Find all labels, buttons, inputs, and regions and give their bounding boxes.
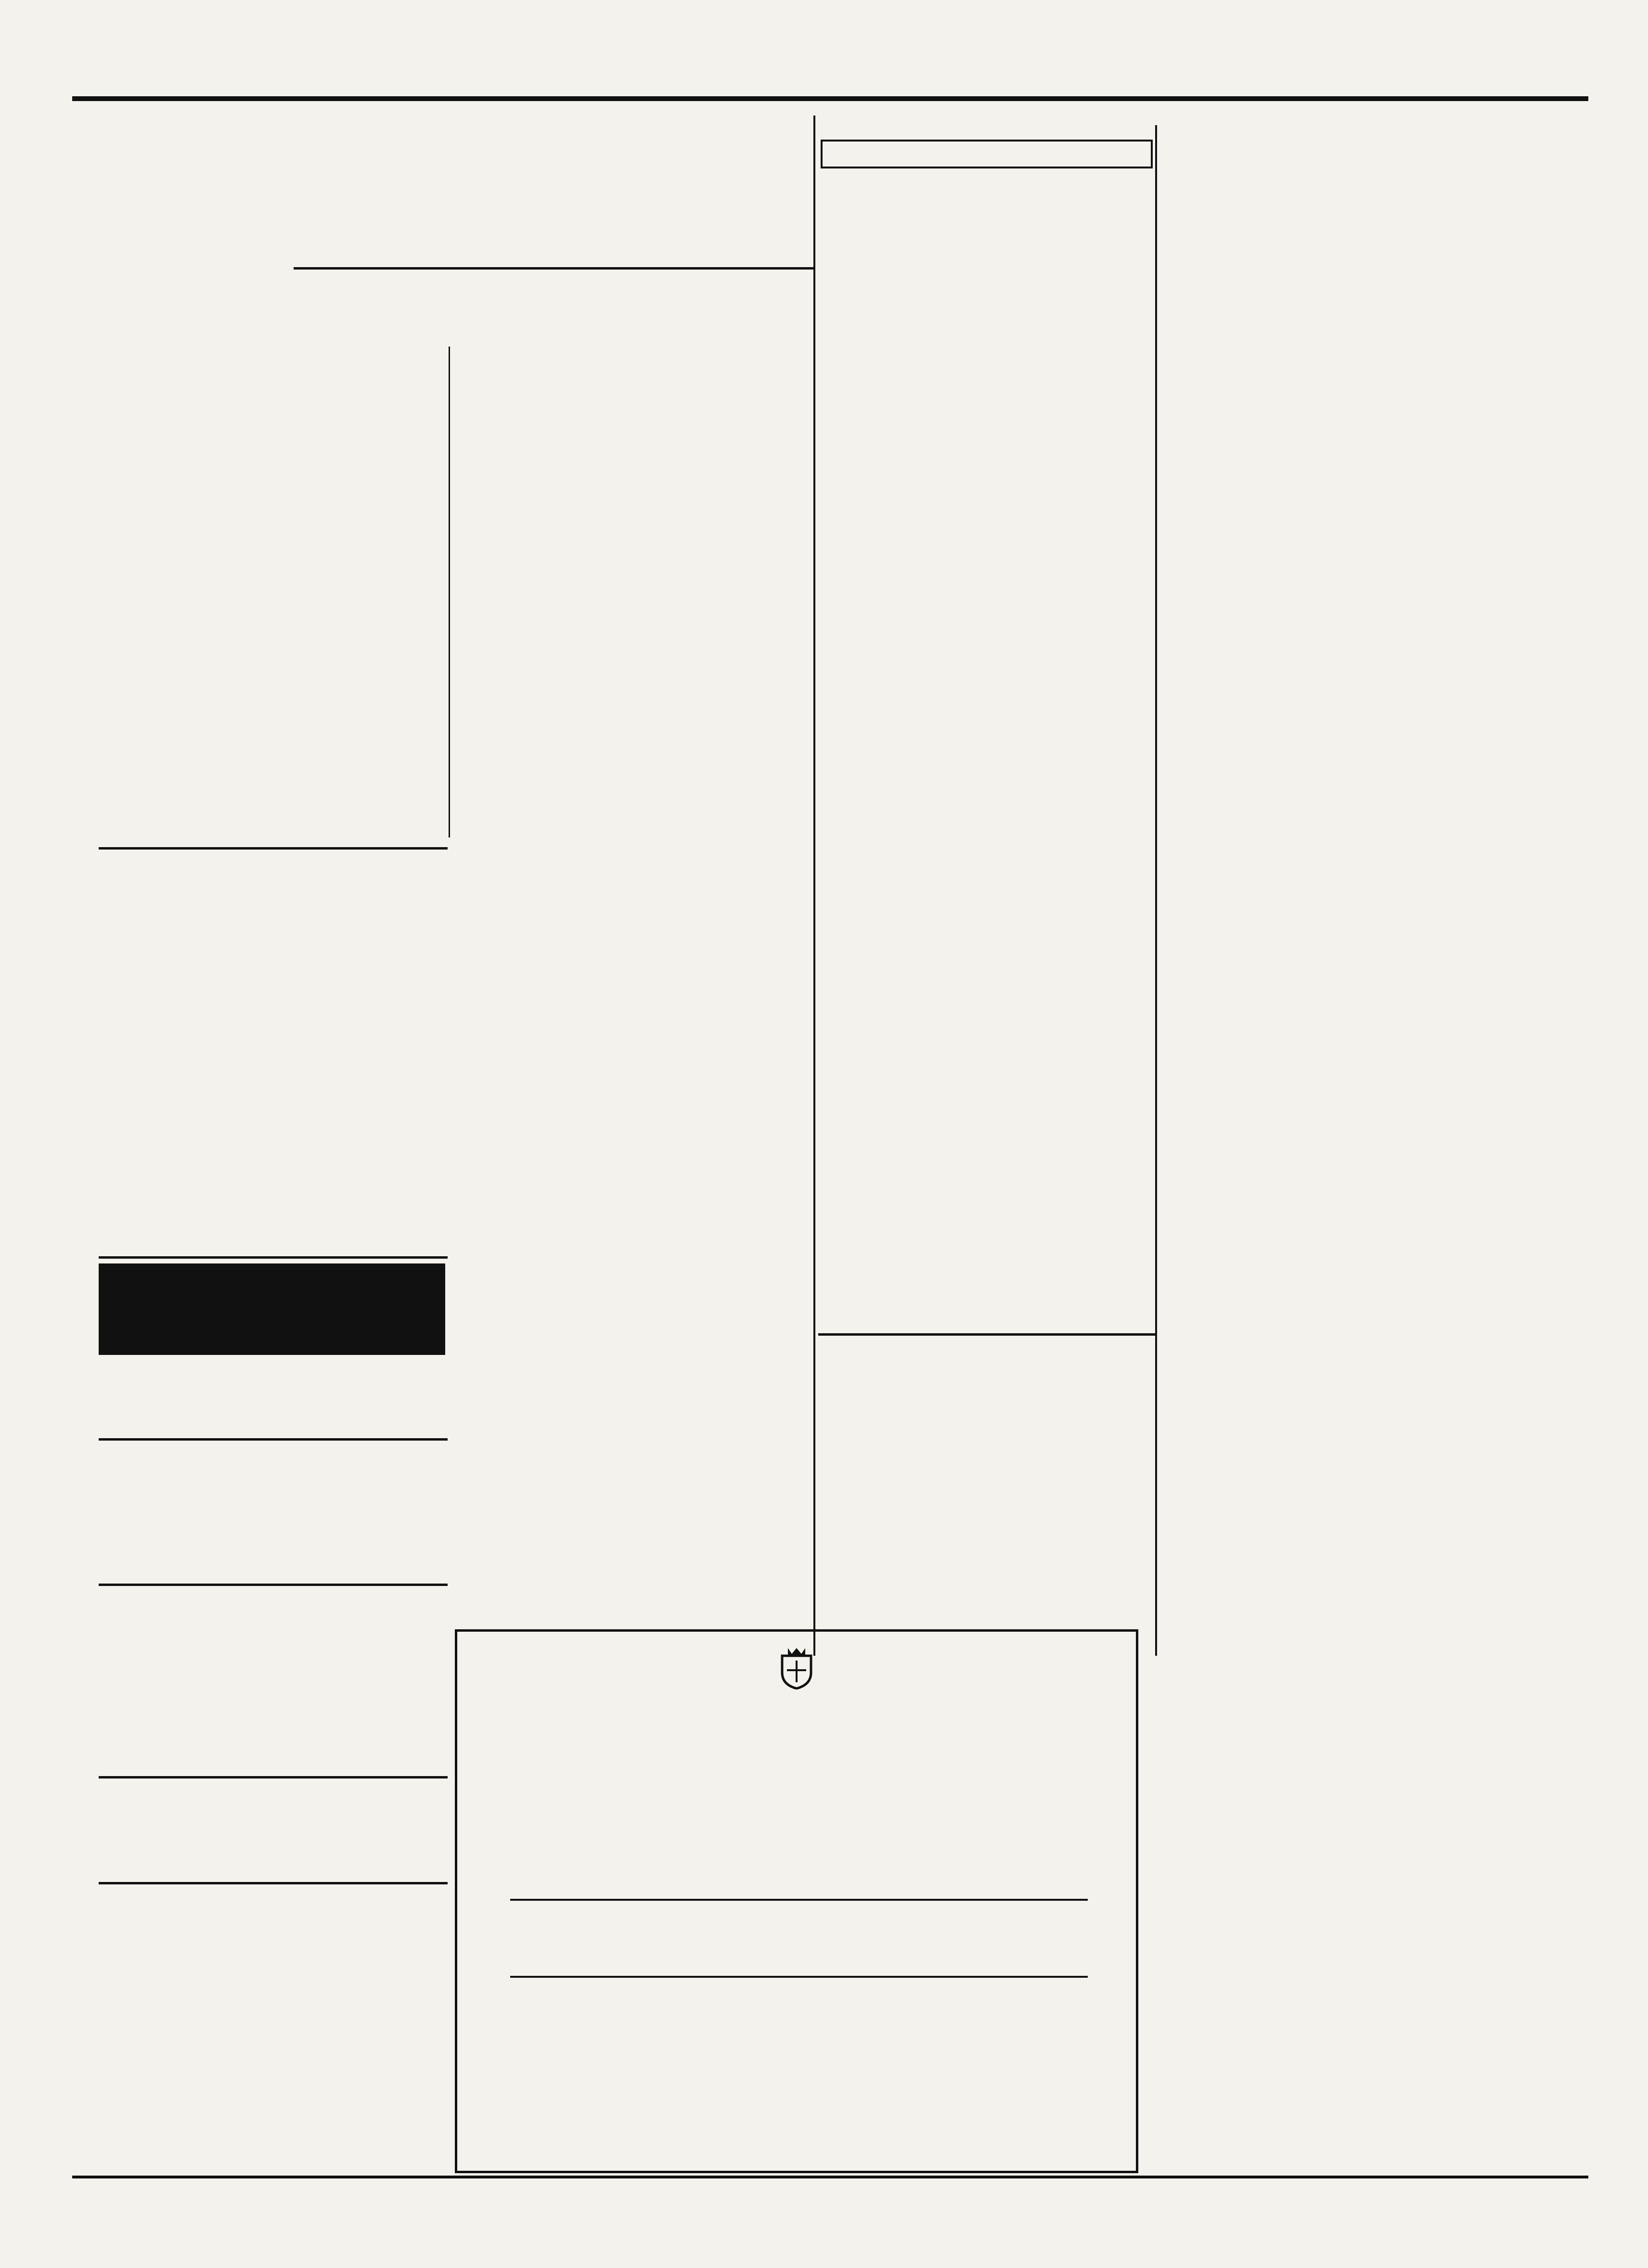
masthead-rule [72,96,1588,101]
section-rule [72,2176,1588,2178]
teatro-ad-box [455,1629,1138,2173]
teatro-divider [510,1899,1088,1901]
dunhill-logo-box [99,1263,445,1355]
section-rule [99,1776,448,1778]
column-rule [449,347,450,838]
section-rule [99,1882,448,1884]
section-rule [99,1256,448,1259]
column-rule-right [1155,125,1157,1656]
section-rule [818,1333,1155,1336]
section-rule [99,1584,448,1586]
column-rule-center [813,116,815,1656]
section-rule [99,847,448,850]
teatro-divider [510,1976,1088,1978]
coat-of-arms-icon [777,1646,816,1689]
headline-rule [294,267,813,270]
section-rule [99,1438,448,1441]
